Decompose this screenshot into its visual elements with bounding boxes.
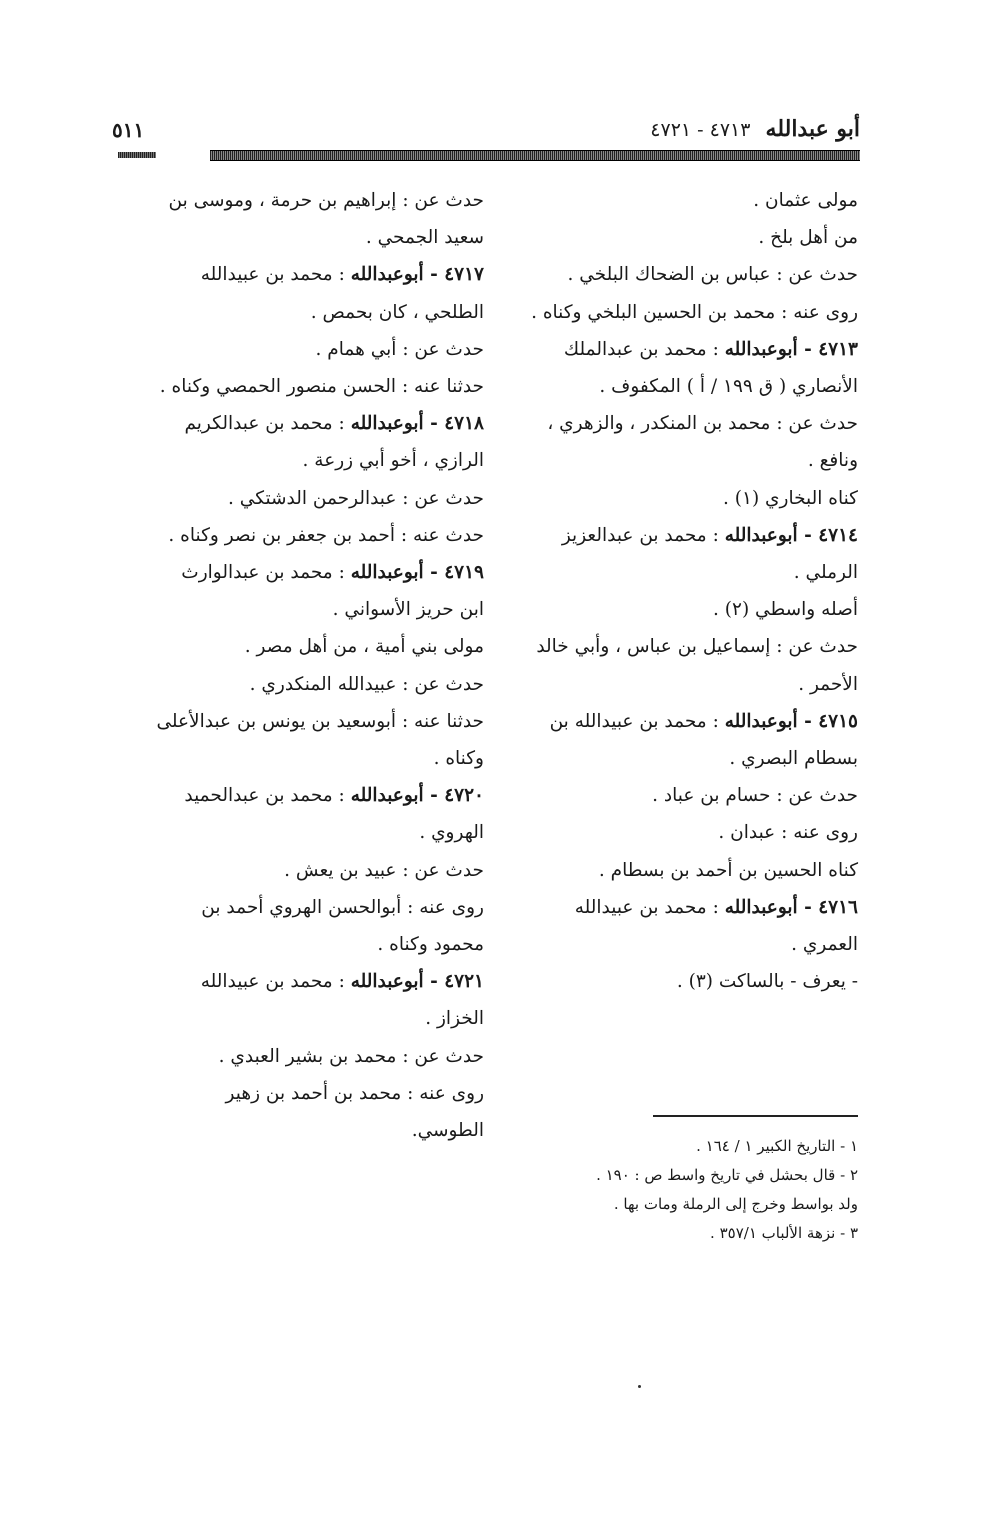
footnotes [518, 1132, 858, 1248]
entry-name: : محمد بن عبيدالله [200, 264, 351, 286]
entry-name: : محمد بن عبدالكريم [184, 413, 351, 435]
footnote-rule [653, 1115, 858, 1117]
footnote: ١ - التاريخ الكبير ١ / ١٦٤ . [696, 1137, 858, 1155]
entry-heading-line [518, 331, 858, 368]
text-line: روى عنه : عبدان . [718, 822, 858, 844]
entry-number: ٤٧٢١ - أبوعبدالله [350, 971, 484, 993]
text-line: حدث عن : محمد بن بشير العبدي . [218, 1045, 484, 1067]
text-line: حدث عن : عبدالرحمن الدشتكي . [228, 487, 484, 509]
text-line: مولى بني أمية ، من أهل مصر . [244, 636, 484, 658]
text-line: روى عنه : محمد بن الحسين البلخي وكناه . [531, 301, 858, 323]
text-line: حدث عن : عباس بن الضحاك البلخي . [567, 264, 858, 286]
text-line: من أهل بلخ . [758, 227, 858, 249]
entry-number: ٤٧١٧ - أبوعبدالله [350, 264, 484, 286]
entry-heading-line [139, 963, 484, 1000]
entry-heading-line [139, 777, 484, 814]
page-header [112, 112, 860, 142]
entry-number: ٤٧٢٠ - أبوعبدالله [350, 785, 484, 807]
header-title: أبو عبدالله [765, 116, 860, 142]
text-line: حدث عن : إسماعيل بن عباس ، وأبي خالد [536, 636, 858, 658]
text-line: أصله واسطي (٢) . [713, 599, 858, 621]
text-line: حدث عن : عبيد بن يعش . [284, 859, 484, 881]
text-line: الرازي ، أخو أبي زرعة . [302, 450, 484, 472]
entry-name: : محمد بن عبيدالله [200, 971, 351, 993]
entry-name: : محمد بن عبدالحميد [184, 785, 351, 807]
text-line: الطلحي ، كان بحمص . [310, 301, 484, 323]
left-column [139, 182, 484, 1149]
text-line: محمود وكناه . [377, 934, 484, 956]
text-line: حدث عن : عبيدالله المنكدري . [249, 673, 484, 695]
entry-name: : محمد بن عبدالعزيز [561, 524, 725, 546]
text-line: ابن حريز الأسواني . [332, 599, 484, 621]
text-line: روى عنه : أبوالحسن الهروي أحمد بن [201, 896, 484, 918]
text-line: الرملي . [793, 562, 858, 584]
entry-number: ٤٧١٥ - أبوعبدالله [724, 710, 858, 732]
page-number: ٥١١ [112, 118, 145, 142]
entry-number: ٤٧١٣ - أبوعبدالله [724, 338, 858, 360]
footnote: ٣ - نزهة الألباب ٣٥٧/١ . [710, 1224, 858, 1242]
text-line: الأنصاري ( ق ١٩٩ / أ ) المكفوف . [599, 376, 858, 398]
entry-heading-line [518, 889, 858, 926]
entry-number: ٤٧١٩ - أبوعبدالله [350, 562, 484, 584]
text-line: الأحمر . [798, 673, 858, 695]
footnote: ولد بواسط وخرج إلى الرملة ومات بها . [613, 1195, 858, 1213]
entry-name: : محمد بن عبيدالله [574, 896, 725, 918]
text-line: حدث عنه : أحمد بن جعفر بن نصر وكناه . [168, 524, 484, 546]
header-entry-range: ٤٧١٣ - ٤٧٢١ [650, 119, 751, 141]
text-line: سعيد الجمحي . [365, 227, 484, 249]
header-rule [210, 150, 860, 161]
entry-name: : محمد بن عبيدالله بن [549, 710, 725, 732]
right-column [518, 182, 858, 1000]
text-line: كناه البخاري (١) . [723, 487, 858, 509]
running-title [650, 116, 860, 142]
text-line: ونافع . [807, 450, 858, 472]
text-line: روى عنه : محمد بن أحمد بن زهير [225, 1082, 484, 1104]
text-line: كناه الحسين بن أحمد بن بسطام . [598, 859, 858, 881]
text-line: الطوسي. [411, 1120, 484, 1142]
entry-heading-line [518, 703, 858, 740]
entry-heading-line [139, 405, 484, 442]
text-line: حدث عن : محمد بن المنكدر ، والزهري ، [547, 413, 858, 435]
text-line: الخزاز . [425, 1008, 484, 1030]
entry-number: ٤٧١٦ - أبوعبدالله [724, 896, 858, 918]
entry-name: : محمد بن عبدالملك [563, 338, 725, 360]
text-line: حدث عن : أبي همام . [315, 338, 484, 360]
entry-heading-line [518, 517, 858, 554]
text-line: - يعرف - بالساكت (٣) . [676, 971, 858, 993]
text-line: بسطام البصري . [729, 748, 858, 770]
entry-heading-line [139, 256, 484, 293]
text-line: العمري . [791, 934, 858, 956]
text-line: حدثنا عنه : الحسن منصور الحمصي وكناه . [159, 376, 484, 398]
text-line: حدثنا عنه : أبوسعيد بن يونس بن عبدالأعلى [156, 710, 484, 732]
text-line: حدث عن : حسام بن عباد . [652, 785, 858, 807]
text-line: حدث عن : إبراهيم بن حرمة ، وموسى بن [168, 190, 484, 211]
entry-number: ٤٧١٨ - أبوعبدالله [350, 413, 484, 435]
entry-number: ٤٧١٤ - أبوعبدالله [724, 524, 858, 546]
entry-heading-line [139, 554, 484, 591]
text-line: مولى عثمان . [753, 190, 858, 211]
text-line: الهروي . [419, 822, 484, 844]
footnote: ٢ - قال بحشل في تاريخ واسط ص : ١٩٠ . [596, 1166, 858, 1184]
header-rule-left [118, 152, 156, 158]
page-speck [638, 1385, 641, 1388]
entry-name: : محمد بن عبدالوارث [181, 562, 351, 584]
text-line: وكناه . [433, 748, 484, 770]
